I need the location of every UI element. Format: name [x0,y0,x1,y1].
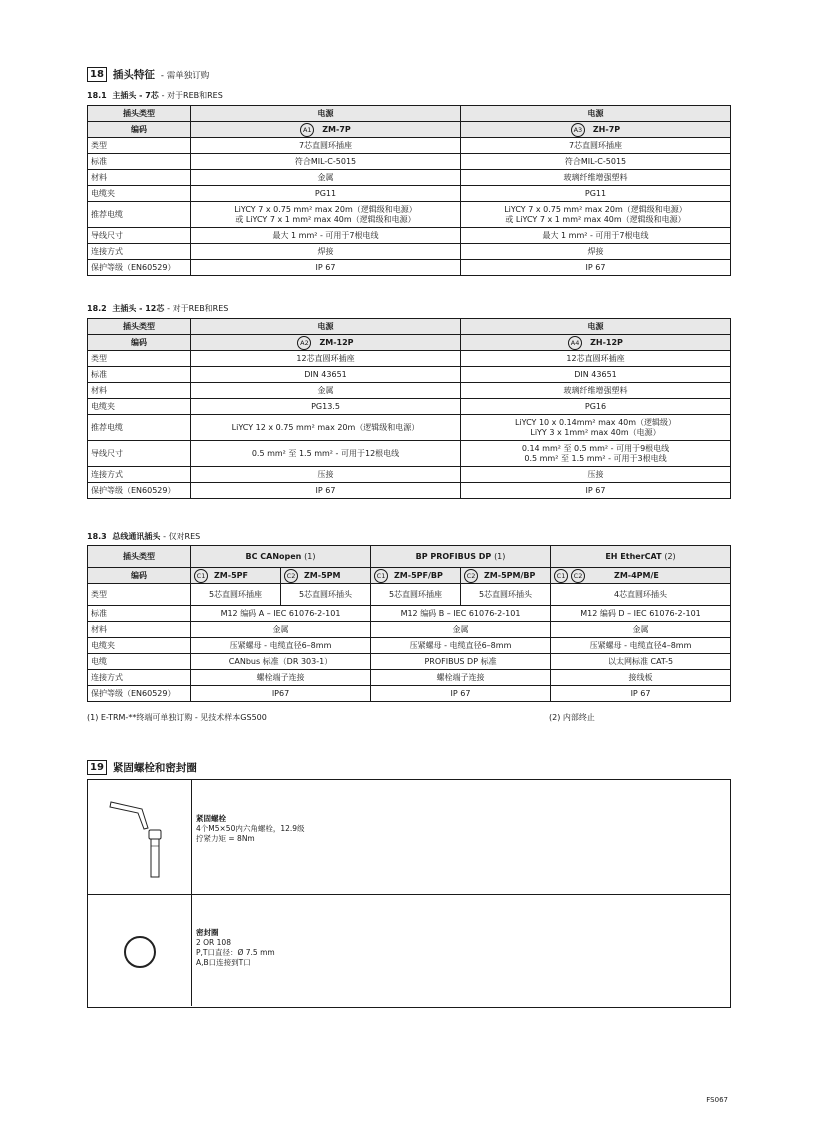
code-badge: C2 [284,569,298,583]
accessory-line: 拧紧力矩 = 8Nm [196,834,255,843]
cell: 金属 [191,383,461,399]
footnote-2: (2) 内部终止 [549,713,595,722]
accessory-title: 紧固螺栓 [196,814,226,823]
cell: 压紧螺母 - 电缆直径4–8mm [551,638,731,654]
cell: IP 67 [191,483,461,499]
code-badge: C1 [374,569,388,583]
row-label: 保护等级（EN60529） [88,260,191,276]
o-ring-icon [88,894,192,1006]
subsection-note: - 对于REB和RES [167,304,229,313]
row-label: 连接方式 [88,467,191,483]
code-badge: C1 [194,569,208,583]
section-subtitle: - 需单独订购 [160,70,210,81]
cell: 12芯直圆环插座 [461,351,731,367]
header-label: 插头类型 [88,546,191,568]
section-title: 紧固螺栓和密封圈 [112,762,197,774]
cell: PROFIBUS DP 标准 [371,654,551,670]
spec-table-7pin [87,105,731,276]
section-title: 插头特征 [112,69,155,81]
cell-line: 0.5 mm² 至 1.5 mm² - 可用于3根电线 [524,453,667,463]
cell: CANbus 标准（DR 303-1） [191,654,371,670]
code-value: ZM-4PM/E [614,570,659,580]
code-label: 编码 [88,122,191,138]
cell: 金属 [191,170,461,186]
cell: 5芯直圆环插座 [191,584,281,606]
cell: IP 67 [191,260,461,276]
code-value: ZM-5PM/BP [484,570,536,580]
cell: M12 编码 A – IEC 61076-2-101 [191,606,371,622]
cell: IP 67 [371,686,551,702]
accessory-line: 2 OR 108 [196,938,231,947]
row-label: 标准 [88,606,191,622]
cell: 金属 [191,622,371,638]
code-label: 编码 [88,568,191,584]
cell: 螺栓端子连接 [191,670,371,686]
accessory-oring-text [196,928,275,968]
cell: 压接 [191,467,461,483]
cell: M12 编码 B – IEC 61076-2-101 [371,606,551,622]
subsection-note: - 仅对RES [163,532,201,541]
row-label: 电缆夹 [88,186,191,202]
row-label: 类型 [88,138,191,154]
row-label: 保护等级（EN60529） [88,483,191,499]
cell: 螺栓端子连接 [371,670,551,686]
cell: 0.5 mm² 至 1.5 mm² - 可用于12根电线 [191,441,461,467]
cell: 最大 1 mm² - 可用于7根电线 [191,228,461,244]
header-col3: EH EtherCAT [605,551,662,561]
cell: 玻璃纤维增强塑料 [461,170,731,186]
header-col1: BC CANopen [245,551,302,561]
cell: 金属 [371,622,551,638]
cell-line: 或 LiYCY 7 x 1 mm² max 40m（逻辑级和电源） [505,214,686,224]
row-label: 推荐电缆 [88,202,191,228]
row-label: 电缆夹 [88,399,191,415]
header-col1: 电源 [191,319,461,335]
spec-table-12pin [87,318,731,499]
cell: 压紧螺母 - 电缆直径6–8mm [371,638,551,654]
cell: 金属 [551,622,731,638]
subsection-title: 主插头 - 7芯 [112,91,159,100]
code-badge: A4 [568,336,582,350]
page-code: FS067 [706,1096,728,1104]
accessory-line: A,B口连接到T口 [196,958,251,967]
accessories-table [87,779,731,1008]
cell-line: 0.14 mm² 至 0.5 mm² - 可用于9根电线 [521,443,670,453]
cell [461,202,731,228]
code-badge: A2 [297,336,311,350]
row-label: 推荐电缆 [88,415,191,441]
subsection-18-3-heading [87,531,200,542]
cell: 压紧螺母 - 电缆直径6–8mm [191,638,371,654]
code-value: ZH-7P [592,124,621,134]
code-badge: C2 [464,569,478,583]
cell: 5芯直圆环插头 [461,584,551,606]
cell: 7芯直圆环插座 [461,138,731,154]
cell [461,441,731,467]
subsection-number: 18.2 [87,304,107,313]
row-label: 保护等级（EN60529） [88,686,191,702]
cell: 符合MIL-C-5015 [191,154,461,170]
row-label: 电缆 [88,654,191,670]
section-19-heading [87,760,197,775]
code-value: ZH-12P [590,337,623,347]
cell: PG16 [461,399,731,415]
header-col2: BP PROFIBUS DP [415,551,492,561]
accessory-line: 4个M5×50内六角螺栓，12.9级 [196,824,305,833]
section-number: 19 [87,760,107,775]
code-value: ZM-5PF [214,570,248,580]
cell: LiYCY 12 x 0.75 mm² max 20m（逻辑级和电源） [191,415,461,441]
code-value: ZM-7P [322,124,351,134]
subsection-note: - 对于REB和RES [161,91,223,100]
row-label: 材料 [88,383,191,399]
code-badge: A1 [300,123,314,137]
cell: 玻璃纤维增强塑料 [461,383,731,399]
cell: 最大 1 mm² - 可用于7根电线 [461,228,731,244]
cell [191,202,461,228]
subsection-title: 总线通讯插头 [112,532,161,541]
cell [461,415,731,441]
cell: M12 编码 D – IEC 61076-2-101 [551,606,731,622]
accessory-bolt-text [196,814,305,844]
cell-line: 或 LiYCY 7 x 1 mm² max 40m（逻辑级和电源） [235,214,416,224]
accessory-bolt-row [88,780,730,895]
code-label: 编码 [88,335,191,351]
section-18-heading [87,67,209,82]
subsection-18-2-heading [87,303,228,314]
row-label: 连接方式 [88,244,191,260]
cell: IP 67 [551,686,731,702]
header-col2: 电源 [461,319,731,335]
cell: IP67 [191,686,371,702]
code-value: ZM-12P [319,337,354,347]
row-label: 连接方式 [88,670,191,686]
cell: 压接 [461,467,731,483]
cell-line: LiYCY 7 x 0.75 mm² max 20m（逻辑级和电源） [234,204,417,214]
cell-line: LiYY 3 x 1mm² max 40m（电源） [530,427,661,437]
subsection-number: 18.3 [87,532,107,541]
subsection-18-1-heading [87,90,223,101]
accessory-oring-row [88,894,730,1006]
cell: 5芯直圆环插座 [371,584,461,606]
cell-line: LiYCY 7 x 0.75 mm² max 20m（逻辑级和电源） [504,204,687,214]
cell: 接线板 [551,670,731,686]
header-col1: 电源 [191,106,461,122]
code-badge: C2 [571,569,585,583]
row-label: 标准 [88,367,191,383]
header-col2: 电源 [461,106,731,122]
cell-line: LiYCY 10 x 0.14mm² max 40m（逻辑级） [514,417,677,427]
hex-key-and-bolt-icon [88,780,192,894]
cell: PG11 [461,186,731,202]
accessory-title: 密封圈 [196,928,219,937]
row-label: 材料 [88,170,191,186]
row-label: 导线尺寸 [88,441,191,467]
cell: IP 67 [461,483,731,499]
row-label: 导线尺寸 [88,228,191,244]
row-label: 类型 [88,584,191,606]
accessory-line: P,T口直径：Ø 7.5 mm [196,948,275,957]
cell: 焊接 [461,244,731,260]
footnote-ref: (1) [304,551,316,561]
cell: DIN 43651 [191,367,461,383]
code-badge: A3 [571,123,585,137]
row-label: 类型 [88,351,191,367]
footnote-ref: (2) [664,551,676,561]
header-label: 插头类型 [88,319,191,335]
cell: PG13.5 [191,399,461,415]
subsection-title: 主插头 - 12芯 [112,304,165,313]
cell: 5芯直圆环插头 [281,584,371,606]
code-badge: C1 [554,569,568,583]
cell: 以太网标准 CAT-5 [551,654,731,670]
row-label: 标准 [88,154,191,170]
cell: PG11 [191,186,461,202]
code-value: ZM-5PF/BP [394,570,443,580]
row-label: 材料 [88,622,191,638]
code-value: ZM-5PM [304,570,341,580]
header-label: 插头类型 [88,106,191,122]
cell: DIN 43651 [461,367,731,383]
cell: 12芯直圆环插座 [191,351,461,367]
cell: 7芯直圆环插座 [191,138,461,154]
cell: IP 67 [461,260,731,276]
section-number: 18 [87,67,107,82]
cell: 焊接 [191,244,461,260]
footnote-ref: (1) [494,551,506,561]
spec-table-bus [87,545,731,702]
cell: 4芯直圆环插头 [551,584,731,606]
cell: 符合MIL-C-5015 [461,154,731,170]
subsection-number: 18.1 [87,91,107,100]
footnote-1: (1) E-TRM-**终端可单独订购 - 见技术样本GS500 [87,713,267,722]
row-label: 电缆夹 [88,638,191,654]
